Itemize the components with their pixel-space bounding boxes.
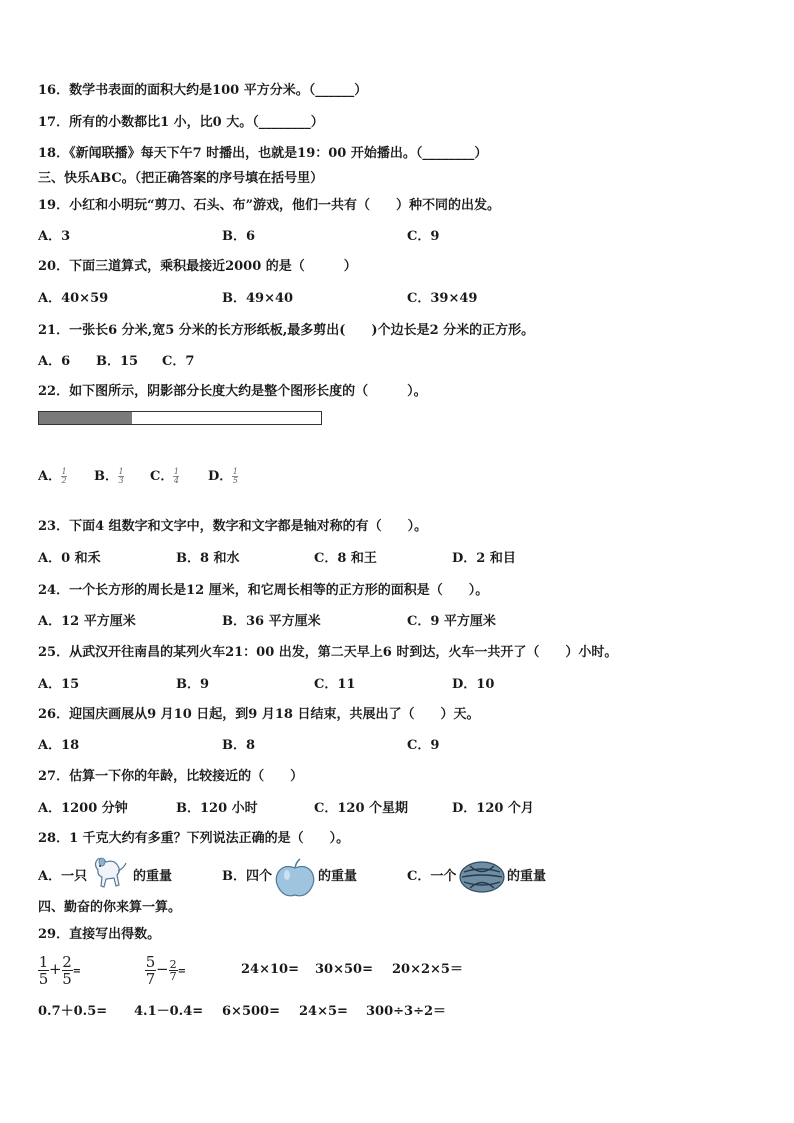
q28-option-a-post: 的重量 bbox=[133, 869, 173, 884]
fraction-one-third bbox=[118, 468, 124, 485]
expr-30x50: 30×50= bbox=[315, 962, 373, 977]
expr-300-div-3-div-2: 300÷3÷2＝ bbox=[366, 1004, 447, 1019]
denominator: 3 bbox=[118, 476, 124, 485]
q25-option-d: D．10 bbox=[452, 677, 495, 692]
numerator: 1 bbox=[118, 467, 124, 476]
expr-20x2x5: 20×2×5＝ bbox=[392, 962, 463, 977]
q23-option-a: A．0 和禾 bbox=[38, 551, 101, 566]
q28-option-c-pre: C．一个 bbox=[407, 869, 457, 884]
question-20-stem: 20．下面三道算式，乘积最接近2000 的是（ ） bbox=[38, 259, 357, 274]
q19-option-c: C．9 bbox=[407, 229, 440, 244]
segment-bar-figure bbox=[38, 411, 322, 425]
question-29-stem: 29．直接写出得数。 bbox=[38, 927, 161, 942]
numerator: 5 bbox=[145, 953, 156, 971]
q22-option-c bbox=[150, 468, 179, 486]
q21-option-b: B．15 bbox=[96, 354, 139, 369]
section-4-heading: 四、勤奋的你来算一算。 bbox=[38, 900, 182, 915]
fraction-2-5 bbox=[62, 954, 73, 987]
q27-option-d: D．120 个月 bbox=[452, 801, 534, 816]
denominator: 2 bbox=[61, 476, 67, 485]
q26-option-a: A．18 bbox=[38, 738, 80, 753]
q28-option-a-pre: A．一只 bbox=[38, 869, 88, 884]
dog-icon bbox=[90, 856, 130, 890]
q21-option-c: C．7 bbox=[162, 354, 195, 369]
q22-option-b bbox=[94, 468, 124, 486]
numerator: 1 bbox=[173, 467, 179, 476]
section-3-heading: 三、快乐ABC。（把正确答案的序号填在括号里） bbox=[38, 171, 324, 186]
q23-option-b: B．8 和水 bbox=[176, 551, 240, 566]
q22-option-b-label: B． bbox=[94, 469, 118, 484]
question-24-stem: 24．一个长方形的周长是12 厘米，和它周长相等的正方形的面积是（ ）。 bbox=[38, 583, 489, 598]
q23-option-c: C．8 和王 bbox=[314, 551, 377, 566]
question-27-stem: 27．估算一下你的年龄，比较接近的（ ） bbox=[38, 769, 304, 784]
apple-icon bbox=[274, 858, 316, 898]
q26-option-c: C．9 bbox=[407, 738, 440, 753]
question-26-stem: 26．迎国庆画展从9 月10 日起，到9 月18 日结束，共展出了（ ）天。 bbox=[38, 707, 480, 722]
expr-4-1-minus-0-4: 4.1－0.4= bbox=[134, 1004, 204, 1019]
q28-option-b bbox=[222, 868, 272, 886]
watermelon-icon bbox=[458, 860, 506, 894]
numerator: 1 bbox=[61, 467, 67, 476]
q28-option-a bbox=[38, 868, 87, 886]
fraction-5-7 bbox=[145, 954, 156, 987]
q22-option-a bbox=[38, 468, 67, 486]
fraction-one-quarter bbox=[173, 468, 179, 485]
denominator: 5 bbox=[38, 970, 49, 988]
q23-option-d: D．2 和目 bbox=[452, 551, 516, 566]
q20-option-c: C．39×49 bbox=[407, 291, 478, 306]
q19-option-b: B．6 bbox=[222, 229, 256, 244]
numerator: 1 bbox=[232, 467, 238, 476]
q28-option-b-post-wrap bbox=[318, 868, 357, 886]
question-16: 16．数学书表面的面积大约是100 平方分米。（______） bbox=[38, 83, 368, 98]
q28-option-b-pre: B．四个 bbox=[222, 869, 272, 884]
denominator: 5 bbox=[62, 970, 72, 988]
equals-sign: = bbox=[177, 966, 186, 977]
q22-option-d-label: D． bbox=[208, 469, 233, 484]
question-28-stem: 28．1 千克大约有多重？下列说法正确的是（ ）。 bbox=[38, 831, 350, 846]
denominator: 5 bbox=[232, 476, 238, 485]
q26-option-b: B．8 bbox=[222, 738, 256, 753]
q20-option-a: A．40×59 bbox=[38, 291, 109, 306]
q28-option-a-post-wrap bbox=[133, 868, 172, 886]
numerator: 2 bbox=[62, 953, 72, 971]
q24-option-a: A．12 平方厘米 bbox=[38, 614, 136, 629]
q28-option-c-post: 的重量 bbox=[507, 869, 547, 884]
q21-option-a: A．6 bbox=[38, 354, 71, 369]
question-25-stem: 25．从武汉开往南昌的某列火车21：00 出发，第二天早上6 时到达，火车一共开了（ ）小时。 bbox=[38, 645, 618, 660]
q22-option-a-label: A． bbox=[38, 469, 62, 484]
fraction-1-5 bbox=[38, 954, 49, 987]
expr-0-7-plus-0-5: 0.7＋0.5= bbox=[38, 1004, 108, 1019]
question-18: 18．《新闻联播》每天下午7 时播出，也就是19：00 开始播出。（________） bbox=[38, 146, 488, 161]
expr-fraction-sum bbox=[38, 952, 81, 989]
question-22-stem: 22．如下图所示，阴影部分长度大约是整个图形长度的（ ）。 bbox=[38, 384, 427, 399]
expr-24x10: 24×10= bbox=[241, 962, 299, 977]
plus-sign: + bbox=[49, 960, 62, 978]
q25-option-c: C．11 bbox=[314, 677, 356, 692]
q28-option-c bbox=[407, 868, 456, 886]
denominator: 7 bbox=[169, 970, 177, 983]
q22-option-c-label: C． bbox=[150, 469, 174, 484]
fraction-one-fifth bbox=[232, 468, 238, 485]
question-21-stem: 21．一张长6 分米,宽5 分米的长方形纸板,最多剪出( )个边长是2 分米的正方形。 bbox=[38, 323, 535, 338]
q27-option-b: B．120 小时 bbox=[176, 801, 258, 816]
denominator: 7 bbox=[145, 970, 156, 988]
denominator: 4 bbox=[173, 476, 179, 485]
q22-option-d bbox=[208, 468, 238, 486]
question-23-stem: 23．下面4 组数字和文字中，数字和文字都是轴对称的有（ ）。 bbox=[38, 519, 428, 534]
shaded-part bbox=[39, 412, 132, 424]
numerator: 2 bbox=[169, 958, 177, 971]
expr-fraction-diff bbox=[145, 952, 186, 989]
q28-option-b-post: 的重量 bbox=[318, 869, 358, 884]
question-17: 17．所有的小数都比1 小，比0 大。（________） bbox=[38, 115, 324, 130]
q28-option-c-post-wrap bbox=[507, 868, 546, 886]
fraction-2-7 bbox=[169, 959, 178, 982]
numerator: 1 bbox=[38, 953, 49, 971]
expr-6x500: 6×500= bbox=[222, 1004, 280, 1019]
equals-sign: = bbox=[72, 966, 81, 977]
fraction-one-half bbox=[61, 468, 67, 485]
q20-option-b: B．49×40 bbox=[222, 291, 294, 306]
q19-option-a: A．3 bbox=[38, 229, 71, 244]
q27-option-a: A．1200 分钟 bbox=[38, 801, 128, 816]
q27-option-c: C．120 个星期 bbox=[314, 801, 409, 816]
q24-option-b: B．36 平方厘米 bbox=[222, 614, 321, 629]
minus-sign: − bbox=[156, 960, 169, 978]
q25-option-b: B．9 bbox=[176, 677, 210, 692]
q24-option-c: C．9 平方厘米 bbox=[407, 614, 496, 629]
expr-24x5: 24×5= bbox=[299, 1004, 348, 1019]
q25-option-a: A．15 bbox=[38, 677, 80, 692]
question-19-stem: 19．小红和小明玩“剪刀、石头、布”游戏，他们一共有（ ）种不同的出发。 bbox=[38, 198, 501, 213]
